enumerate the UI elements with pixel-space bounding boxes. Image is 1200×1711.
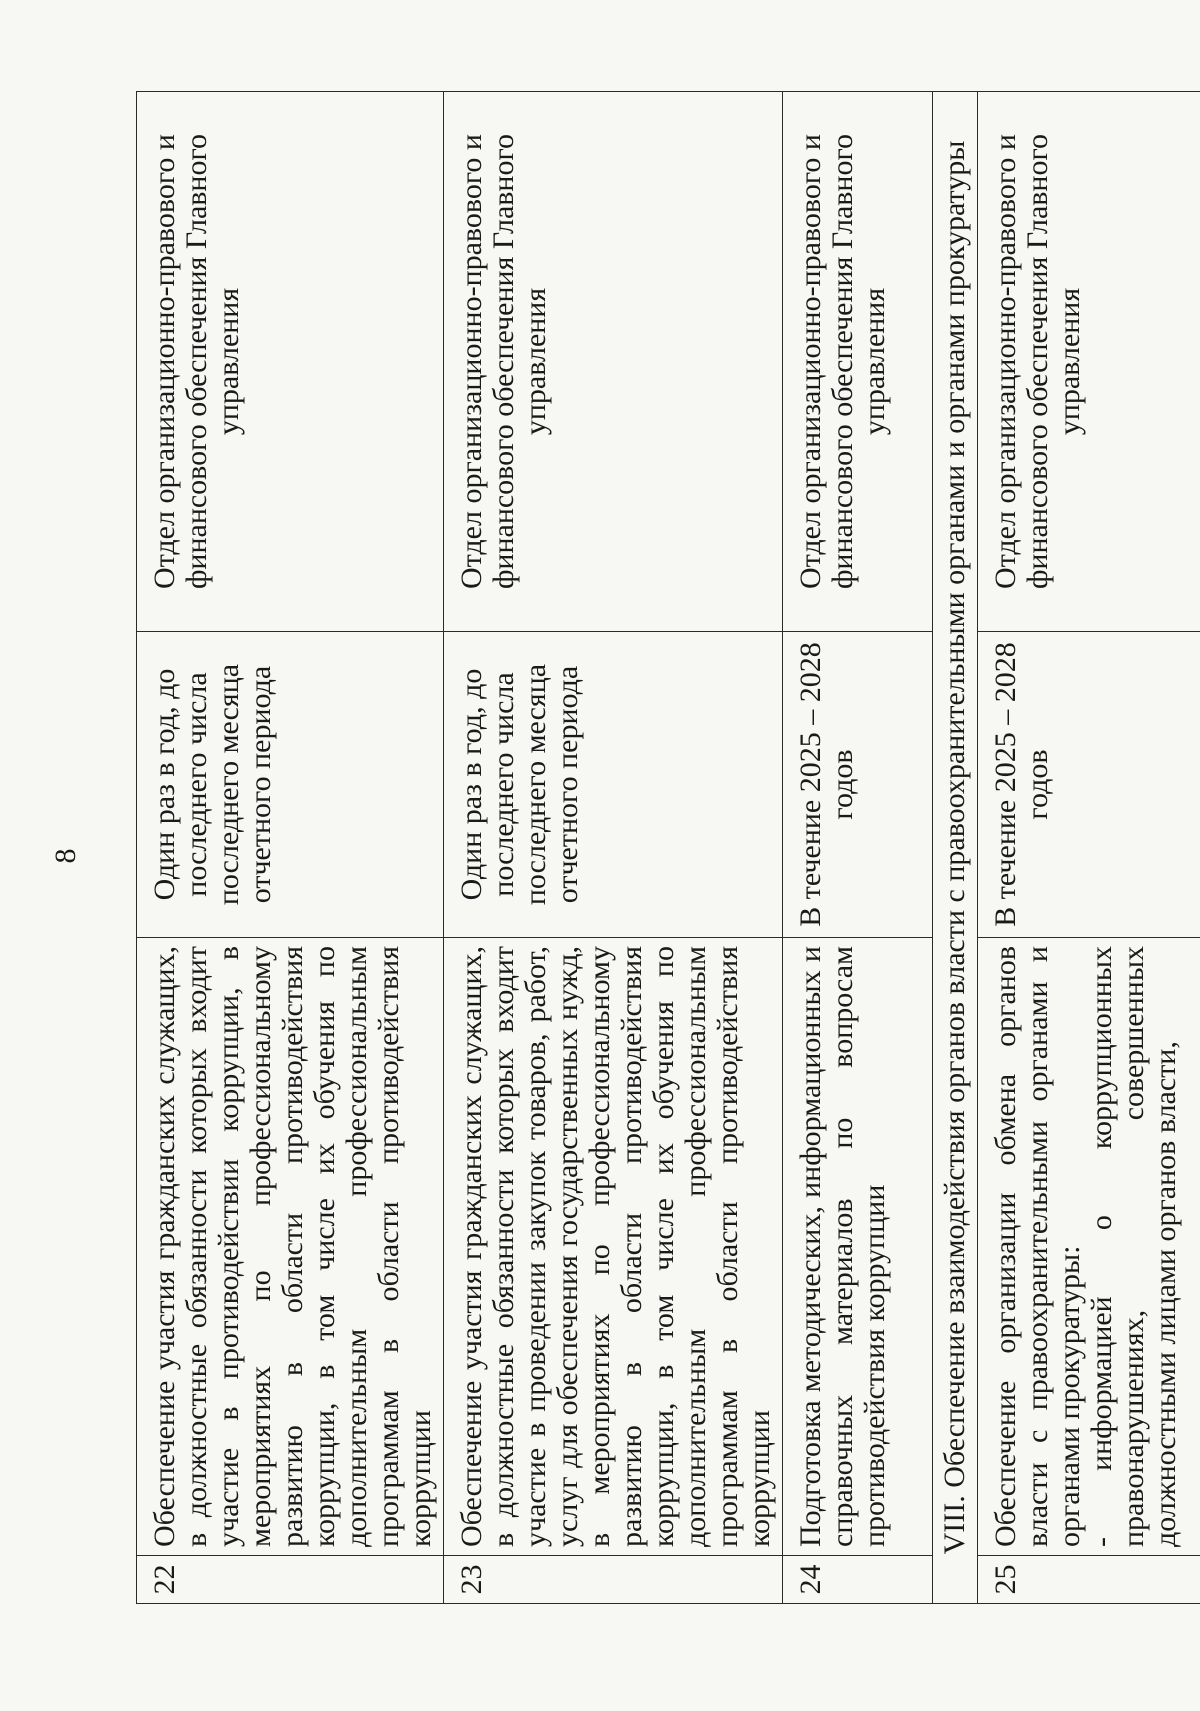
anti-corruption-plan-table	[136, 91, 1200, 1604]
execution-term: В течение 2025 – 2028 годов	[783, 632, 933, 938]
execution-term: Один раз в год, до последнего числа последнего месяца отчетного периода	[137, 632, 444, 938]
section-heading-row	[933, 92, 978, 1604]
measure-description: Подготовка методических, информационных и справочных материалов по вопросам противодействия коррупции	[783, 938, 933, 1556]
row-number: 22	[137, 1556, 444, 1604]
responsible-executor: Отдел организационно-правового и финансового обеспечения Главного управления	[783, 92, 933, 632]
measure-description-item: - информацией о коррупционных правонарушениях, совершенных должностными лицами органов власти,	[1085, 946, 1182, 1547]
plan-table-sheet	[136, 92, 1182, 1604]
measure-description-intro: Обеспечение организации обмена органов власти с правоохранительными органами и органами прокуратуры:	[989, 946, 1086, 1547]
responsible-executor: Отдел организационно-правового и финансового обеспечения Главного управления	[137, 92, 444, 632]
row-number: 23	[444, 1556, 783, 1604]
measure-description	[978, 938, 1200, 1556]
page-number: 8	[49, 848, 82, 864]
execution-term: В течение 2025 – 2028 годов	[978, 632, 1200, 938]
table-row	[444, 92, 783, 1604]
measure-description: Обеспечение участия гражданских служащих, в должностные обязанности которых входит участие в противодействии коррупции, в мероприятиях по профессиональному развитию в области противодействия коррупции, в том числе их обучения по дополнительным профессиональным программам в области противодействия коррупции	[137, 938, 444, 1556]
row-number: 24	[783, 1556, 933, 1604]
table-row	[137, 92, 444, 1604]
table-row	[978, 92, 1200, 1604]
responsible-executor: Отдел организационно-правового и финансового обеспечения Главного управления	[978, 92, 1200, 632]
measure-description: Обеспечение участия гражданских служащих, в должностные обязанности которых входит участие в проведении закупок товаров, работ, услуг для обеспечения государственных нужд, в мероприятиях по профессиональному развитию в области противодействия коррупции, в том числе их обучения по дополнительным профессиональным программам в области противодействия коррупции	[444, 938, 783, 1556]
responsible-executor: Отдел организационно-правового и финансового обеспечения Главного управления	[444, 92, 783, 632]
execution-term: Один раз в год, до последнего числа последнего месяца отчетного периода	[444, 632, 783, 938]
row-number: 25	[978, 1556, 1200, 1604]
section-heading: VIII. Обеспечение взаимодействия органов власти с правоохранительными органами и органами прокуратуры	[933, 92, 978, 1604]
table-row	[783, 92, 933, 1604]
